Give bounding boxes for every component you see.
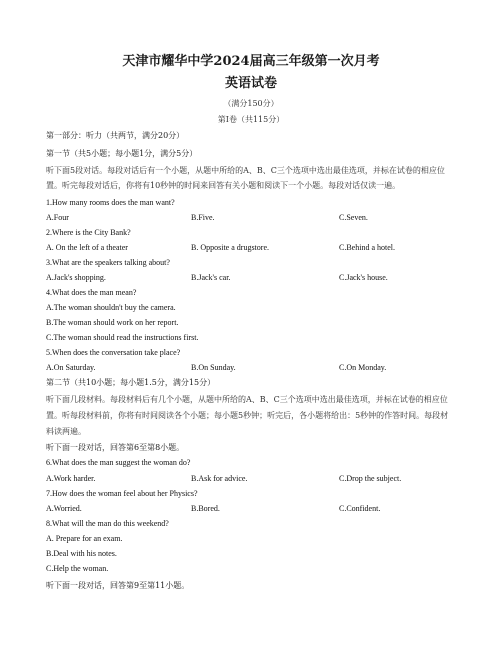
q5-option-a: A.On Saturday.	[46, 363, 96, 372]
q1-option-c: C.Seven.	[339, 213, 368, 222]
question-2: 2.Where is the City Bank?	[46, 228, 131, 237]
question-5: 5.When does the conversation take place?	[46, 348, 181, 357]
q8-option-a: A. Prepare for an exam.	[46, 534, 123, 543]
q3-option-a: A.Jack's shopping.	[46, 273, 106, 282]
question-6: 6.What does the man suggest the woman do?	[46, 458, 191, 467]
q6-option-c: C.Drop the subject.	[339, 474, 402, 483]
subject-title: 英语试卷	[224, 76, 277, 91]
listen-6-8: 听下面一段对话，回答第6至第8小题。	[46, 443, 185, 452]
section2-instructions: 听下面几段材料。每段材料后有几个小题，从题中所给的A、B、C三个选项中选出最佳选项，并标在试卷的相应位置。听每段材料前，你将有时间阅读各个小题；每小题5秒钟；听完后，各小题将给出：5秒钟的作答时间。每段材料读两遍。	[46, 395, 449, 436]
q2-option-c: C.Behind a hotel.	[339, 243, 395, 252]
q4-option-c: C.The woman should read the instructions first.	[46, 333, 199, 342]
listen-9-11: 听下面一段对话，回答第9至第11小题。	[46, 581, 190, 590]
q2-option-b: B. Opposite a drugstore.	[191, 243, 269, 252]
q1-option-a: A.Four	[46, 213, 69, 222]
question-4: 4.What does the man mean?	[46, 288, 137, 297]
question-8: 8.What will the man do this weekend?	[46, 519, 169, 528]
q2-option-a: A. On the left of a theater	[46, 243, 128, 252]
full-score: （满分150分）	[223, 99, 279, 108]
q5-option-b: B.On Sunday.	[191, 363, 236, 372]
q4-option-a: A.The woman shouldn't buy the camera.	[46, 303, 176, 312]
part1-heading: 第一部分：听力（共两节，满分20分）	[46, 131, 185, 140]
q8-option-b: B.Deal with his notes.	[46, 549, 117, 558]
section1-instructions: 听下面5段对话。每段对话后有一个小题，从题中所给的A、B、C三个选项中选出最佳选项，并标在试卷的相应位置。听完每段对话后，你将有10秒钟的时间来回答有关小题和阅读下一个小题。每段对话仅读一遍。	[46, 166, 445, 190]
school-title: 天津市耀华中学2024届高三年级第一次月考	[122, 54, 380, 69]
q7-option-c: C.Confident.	[339, 504, 381, 513]
q3-option-c: C.Jack's house.	[339, 273, 388, 282]
q3-option-b: B.Jack's car.	[191, 273, 231, 282]
question-3: 3.What are the speakers talking about?	[46, 258, 170, 267]
q8-option-c: C.Help the woman.	[46, 564, 109, 573]
q7-option-b: B.Bored.	[191, 504, 220, 513]
question-1: 1.How many rooms does the man want?	[46, 198, 175, 207]
q6-option-b: B.Ask for advice.	[191, 474, 248, 483]
q6-option-a: A.Work harder.	[46, 474, 96, 483]
volume-label: 第Ⅰ卷（共115分）	[217, 115, 285, 124]
question-7: 7.How does the woman feel about her Physics?	[46, 489, 198, 498]
q5-option-c: C.On Monday.	[339, 363, 387, 372]
section1-heading: 第一节（共5小题；每小题1分，满分5分）	[46, 149, 198, 158]
q7-option-a: A.Worried.	[46, 504, 82, 513]
section2-heading: 第二节（共10小题；每小题1.5分，满分15分）	[46, 378, 216, 387]
q1-option-b: B.Five.	[191, 213, 215, 222]
q4-option-b: B.The woman should work on her report.	[46, 318, 179, 327]
